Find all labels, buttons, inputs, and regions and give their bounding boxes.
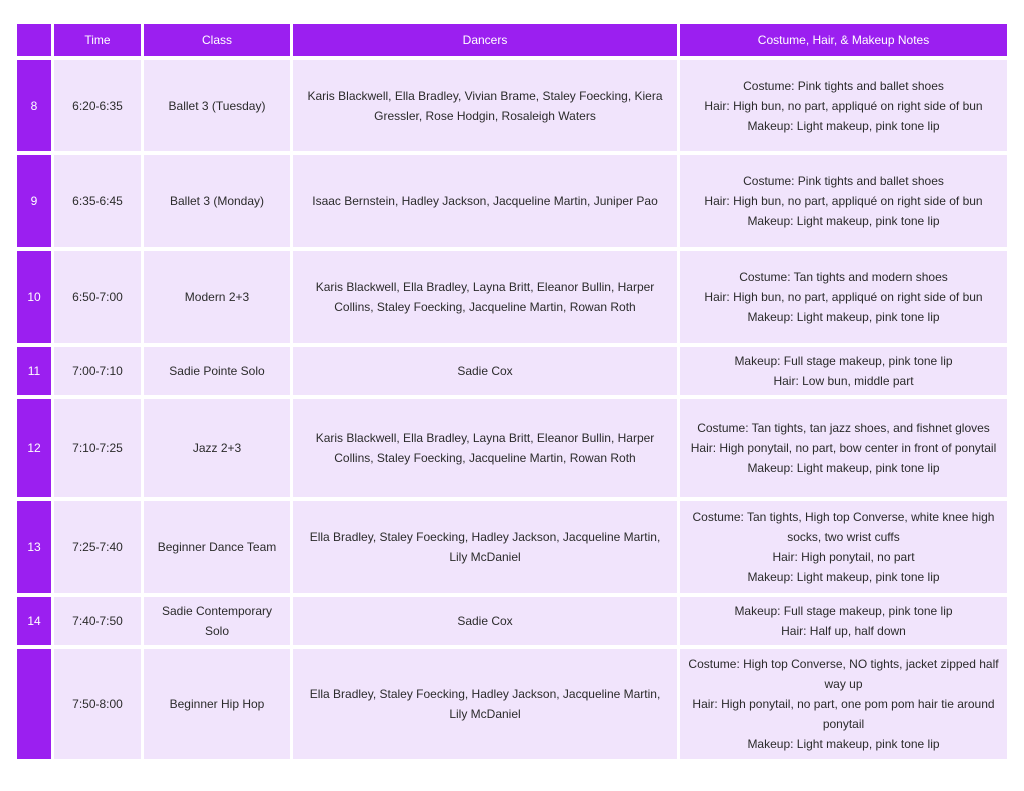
table-row [17, 649, 1007, 759]
row-notes [680, 60, 1007, 151]
recital-schedule-table [14, 20, 1010, 763]
row-time: 6:35-6:45 [54, 155, 141, 247]
row-number: 8 [17, 60, 51, 151]
table-row [17, 251, 1007, 343]
header-dancers: Dancers [293, 24, 677, 56]
row-dancers: Karis Blackwell, Ella Bradley, Vivian Brame, Staley Foecking, Kiera Gressler, Rose Hodgin, Rosaleigh Waters [293, 60, 677, 151]
note-line: Makeup: Full stage makeup, pink tone lip [734, 354, 953, 368]
row-number: 10 [17, 251, 51, 343]
row-notes [680, 251, 1007, 343]
row-dancers: Sadie Cox [293, 347, 677, 395]
note-line: Makeup: Light makeup, pink tone lip [747, 118, 940, 133]
table-row [17, 501, 1007, 593]
header-number [17, 24, 51, 56]
row-dancers: Ella Bradley, Staley Foecking, Hadley Jackson, Jacqueline Martin, Lily McDaniel [293, 501, 677, 593]
row-time: 7:00-7:10 [54, 347, 141, 395]
note-line: Costume: High top Converse, NO tights, jacket zipped half way up [688, 657, 999, 691]
note-line: Costume: Tan tights and modern shoes [739, 270, 948, 284]
row-number: 14 [17, 597, 51, 645]
row-number: 12 [17, 399, 51, 497]
row-dancers: Isaac Bernstein, Hadley Jackson, Jacqueline Martin, Juniper Pao [293, 155, 677, 247]
row-number [17, 649, 51, 759]
header-time: Time [54, 24, 141, 56]
note-line: Hair: High ponytail, no part, one pom pom hair tie around ponytail [692, 697, 995, 731]
note-line: Hair: High bun, no part, appliqué on right side of bun [704, 98, 983, 113]
note-line: Hair: High bun, no part, appliqué on right side of bun [704, 194, 983, 208]
header-row [17, 24, 1007, 56]
table-row [17, 60, 1007, 151]
note-line: Hair: High ponytail, no part, bow center in front of ponytail [690, 441, 997, 455]
note-line: Makeup: Light makeup, pink tone lip [747, 737, 940, 751]
note-line: Hair: Half up, half down [781, 624, 906, 638]
row-dancers: Karis Blackwell, Ella Bradley, Layna Britt, Eleanor Bullin, Harper Collins, Staley Foecking, Jacqueline Martin, Rowan Roth [293, 251, 677, 343]
row-time: 7:50-8:00 [54, 649, 141, 759]
row-time: 7:40-7:50 [54, 597, 141, 645]
row-dancers: Ella Bradley, Staley Foecking, Hadley Jackson, Jacqueline Martin, Lily McDaniel [293, 649, 677, 759]
row-class: Beginner Hip Hop [144, 649, 290, 759]
row-notes [680, 649, 1007, 759]
note-line: Makeup: Full stage makeup, pink tone lip [734, 604, 953, 618]
row-class: Sadie Pointe Solo [144, 347, 290, 395]
note-line: Hair: High bun, no part, appliqué on right side of bun [704, 290, 983, 304]
note-line: Costume: Tan tights, tan jazz shoes, and fishnet gloves [697, 421, 990, 435]
note-line: Hair: High ponytail, no part [772, 550, 915, 564]
row-time: 6:50-7:00 [54, 251, 141, 343]
note-line: Costume: Pink tights and ballet shoes [743, 174, 944, 188]
row-time: 7:25-7:40 [54, 501, 141, 593]
row-time: 7:10-7:25 [54, 399, 141, 497]
row-class: Modern 2+3 [144, 251, 290, 343]
row-class: Ballet 3 (Tuesday) [144, 60, 290, 151]
row-notes [680, 501, 1007, 593]
note-line: Makeup: Light makeup, pink tone lip [747, 214, 940, 228]
row-notes [680, 597, 1007, 645]
row-class: Jazz 2+3 [144, 399, 290, 497]
row-dancers: Sadie Cox [293, 597, 677, 645]
row-class: Sadie Contemporary Solo [144, 597, 290, 645]
row-class: Beginner Dance Team [144, 501, 290, 593]
row-class: Ballet 3 (Monday) [144, 155, 290, 247]
table-row [17, 597, 1007, 645]
row-number: 11 [17, 347, 51, 395]
note-line: Makeup: Light makeup, pink tone lip [747, 570, 940, 584]
row-time: 6:20-6:35 [54, 60, 141, 151]
row-notes [680, 399, 1007, 497]
schedule-sheet [17, 24, 1007, 763]
row-number: 13 [17, 501, 51, 593]
note-line: Costume: Tan tights, High top Converse, white knee high socks, two wrist cuffs [692, 510, 995, 544]
table-row [17, 347, 1007, 395]
note-line: Makeup: Light makeup, pink tone lip [747, 461, 940, 475]
note-line: Costume: Pink tights and ballet shoes [743, 78, 944, 93]
row-notes [680, 347, 1007, 395]
row-number: 9 [17, 155, 51, 247]
table-row [17, 155, 1007, 247]
note-line: Hair: Low bun, middle part [773, 374, 914, 388]
row-notes [680, 155, 1007, 247]
row-dancers: Karis Blackwell, Ella Bradley, Layna Britt, Eleanor Bullin, Harper Collins, Staley Foecking, Jacqueline Martin, Rowan Roth [293, 399, 677, 497]
note-line: Makeup: Light makeup, pink tone lip [747, 310, 940, 324]
table-row [17, 399, 1007, 497]
header-class: Class [144, 24, 290, 56]
header-notes: Costume, Hair, & Makeup Notes [680, 24, 1007, 56]
